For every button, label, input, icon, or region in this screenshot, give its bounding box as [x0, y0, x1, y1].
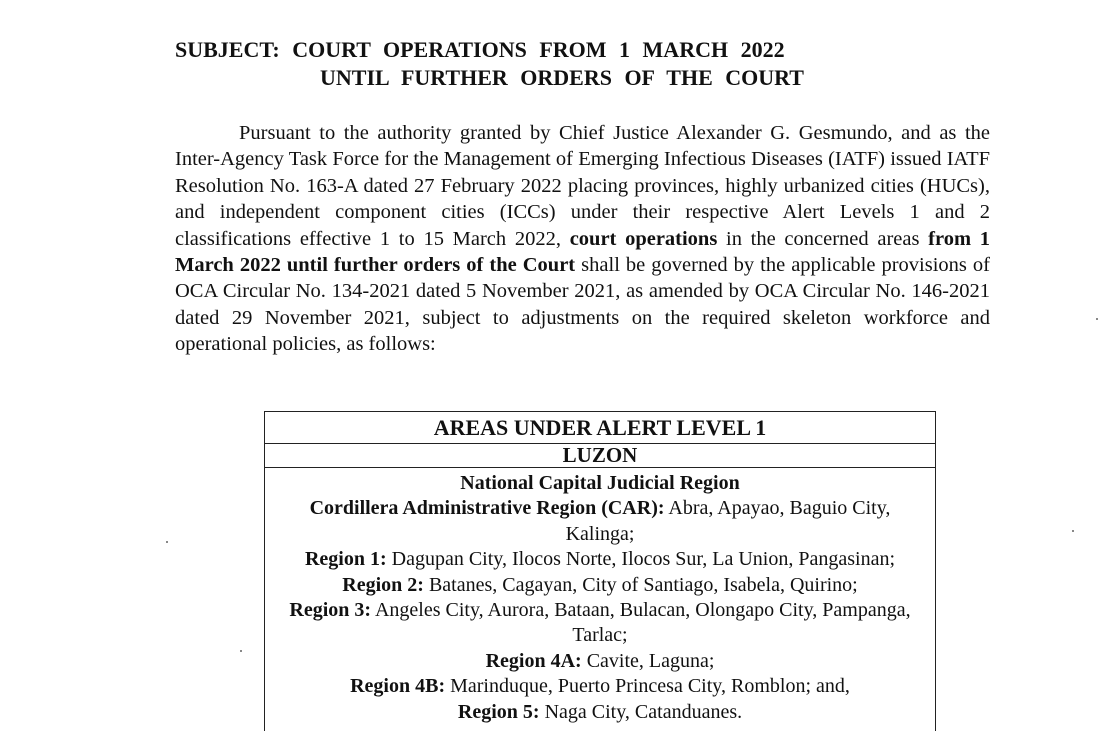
- region-entry: [275, 573, 925, 598]
- region-areas: Dagupan City, Ilocos Norte, Ilocos Sur, La Union, Pangasinan;: [391, 548, 896, 571]
- body-paragraph: [175, 120, 990, 358]
- region-name: Region 3:: [289, 599, 372, 622]
- region-entry: [275, 496, 925, 547]
- region-name: Region 4A:: [485, 649, 582, 672]
- paragraph-text-2: in the concerned areas: [726, 227, 920, 250]
- region-entry: [275, 700, 925, 725]
- subject-line-1: SUBJECT: COURT OPERATIONS FROM 1 MARCH 2022: [175, 37, 785, 62]
- table-header: AREAS UNDER ALERT LEVEL 1: [265, 412, 935, 444]
- region-name: Region 2:: [342, 573, 424, 596]
- region-areas: Cavite, Laguna;: [586, 649, 715, 672]
- table-group-luzon: LUZON: [265, 444, 935, 468]
- region-name: Region 1:: [304, 548, 387, 571]
- scan-speck: [240, 650, 242, 652]
- region-entry: [275, 598, 925, 649]
- region-name: Cordillera Administrative Region (CAR):: [309, 497, 665, 520]
- region-areas: Abra, Apayao, Baguio City, Kalinga;: [565, 497, 891, 545]
- alert-level-table: [264, 411, 936, 731]
- memo-subject: [175, 36, 955, 92]
- region-areas: Marinduque, Puerto Princesa City, Romblon; and,: [450, 675, 850, 698]
- regions-list: [265, 471, 935, 725]
- subject-line-2: UNTIL FURTHER ORDERS OF THE COURT: [320, 65, 804, 90]
- paragraph-bold-1: court operations: [569, 227, 718, 250]
- region-entry: [275, 674, 925, 699]
- scan-speck: [1072, 530, 1074, 532]
- region-areas: Angeles City, Aurora, Bataan, Bulacan, Olongapo City, Pampanga, Tarlac;: [374, 599, 911, 647]
- region-areas: Naga City, Catanduanes.: [544, 700, 743, 723]
- ncjr-heading: National Capital Judicial Region: [460, 472, 740, 494]
- scan-speck: [1096, 318, 1098, 320]
- paragraph-text-3: shall be governed by the applicable provisions of OCA Circular No. 134-2021 dated 5 November 2021, as amended by OCA Circular No. 146-2021 dated 29 November 2021, subject to adjustments on the required skeleton workforce and operational policies, as follows:: [175, 254, 990, 356]
- scan-speck: [166, 541, 168, 543]
- region-entry: [275, 547, 925, 572]
- paragraph-text-1: Pursuant to the authority granted by Chief Justice Alexander G. Gesmundo, and as the Inter-Agency Task Force for the Management of Emerging Infectious Diseases (IATF) issued IATF Resolution No. 163-A dated 27 February 2022 placing provinces, highly urbanized cities (HUCs), and independent component cities (ICCs) under their respective Alert Levels 1 and 2 classifications effective 1 to 15 March 2022,: [175, 122, 990, 250]
- paragraph-bold-2: from 1 March 2022 until further orders of the Court: [175, 227, 990, 277]
- region-areas: Batanes, Cagayan, City of Santiago, Isabela, Quirino;: [428, 573, 858, 596]
- region-name: Region 4B:: [350, 675, 446, 698]
- region-entry: [275, 649, 925, 674]
- region-name: Region 5:: [457, 700, 540, 723]
